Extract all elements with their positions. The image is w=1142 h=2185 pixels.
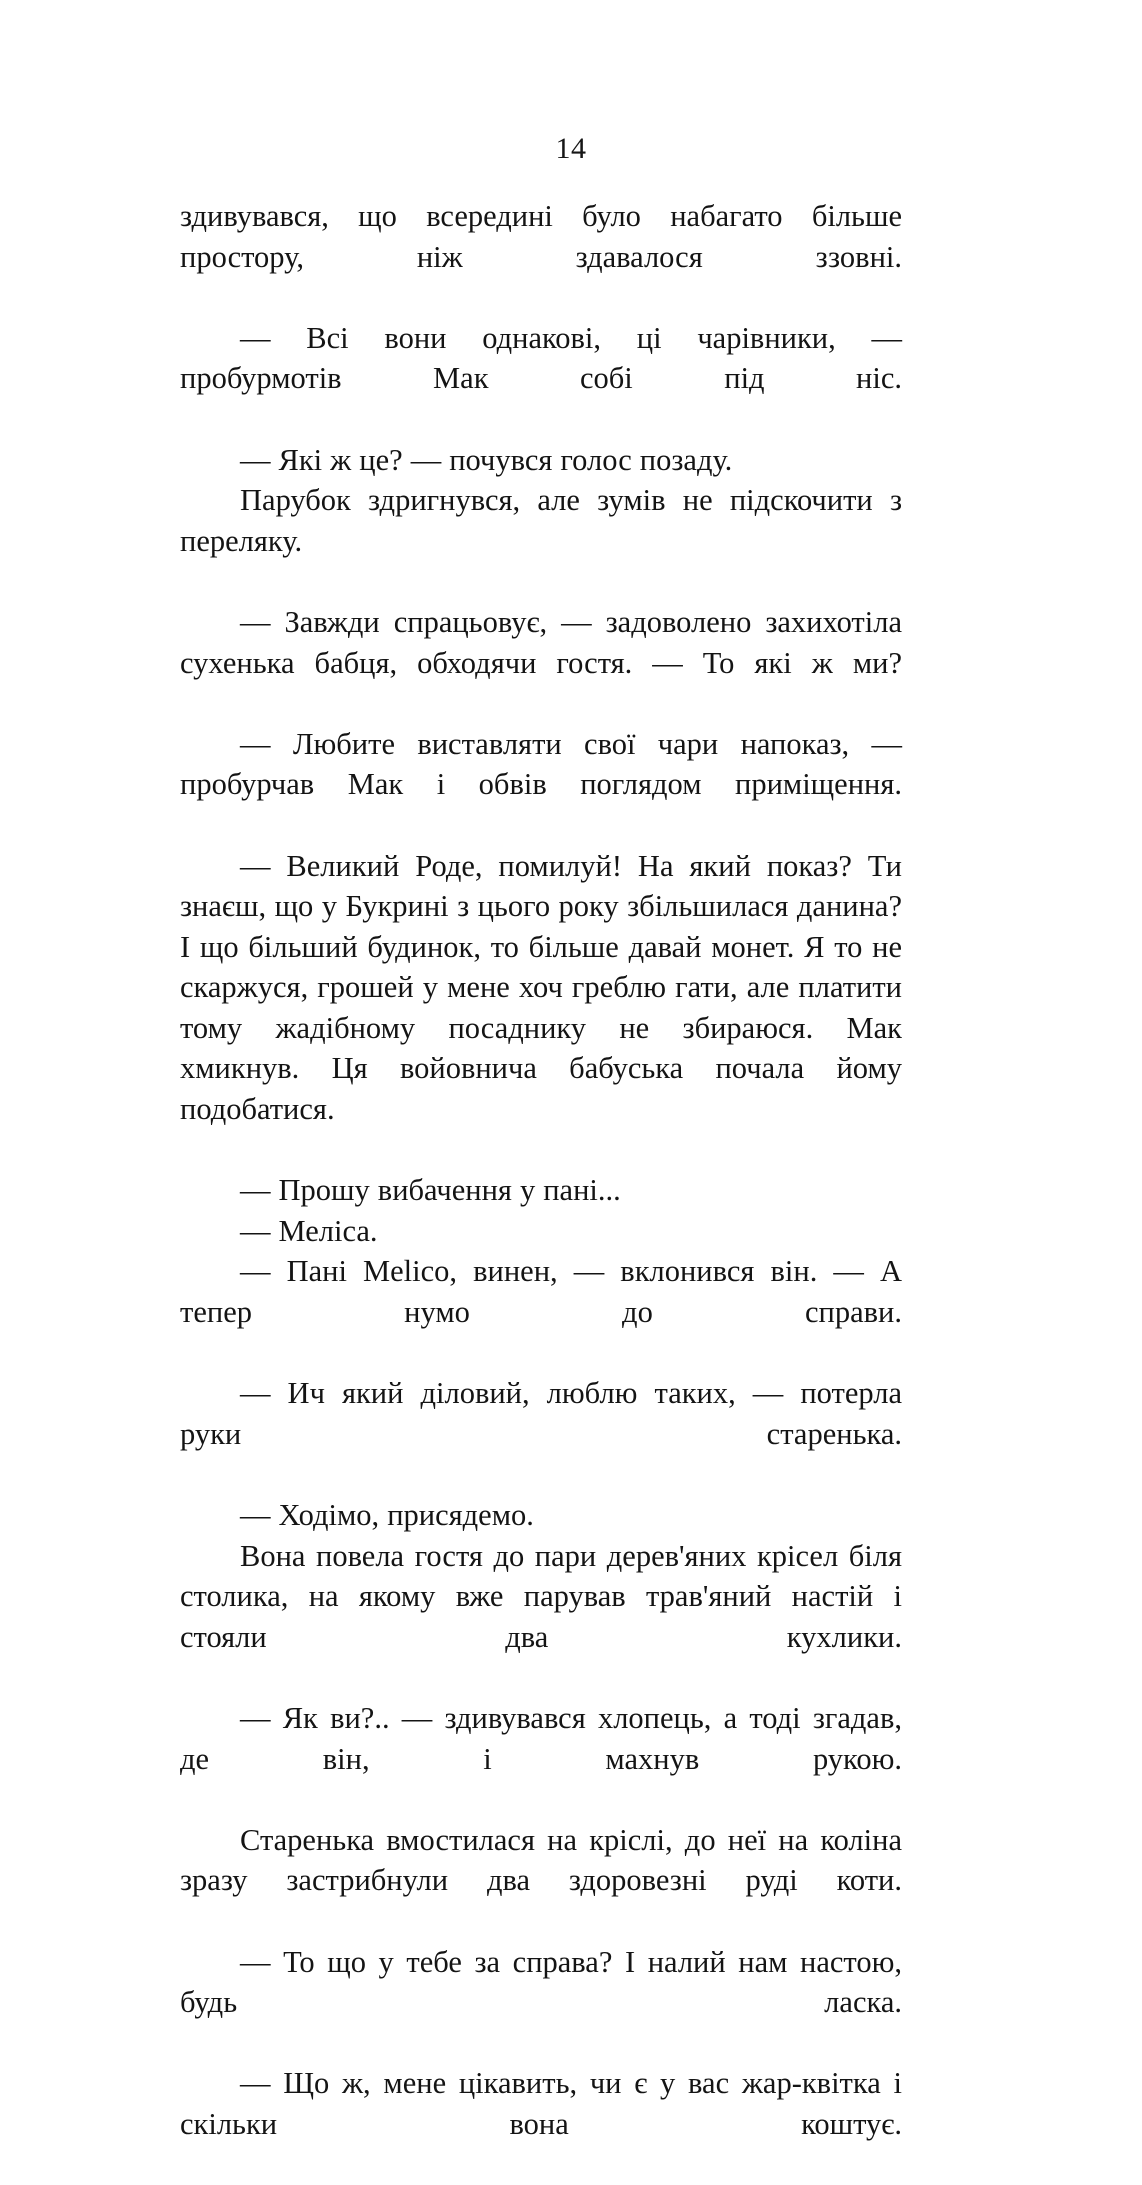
paragraph: — Які ж це? — почувся голос позаду. [240, 442, 733, 477]
paragraph: — Завжди спрацьовує, — задоволено захихотіла сухенька бабця, обходячи гостя. — То які ж ми? [180, 604, 902, 680]
body-text-block [180, 196, 902, 2185]
page-number: 14 [555, 132, 587, 165]
paragraph: Старенька вмостилася на кріслі, до неї на коліна зразу застрибнули два здоровезні руді коти. [180, 1822, 902, 1898]
paragraph: Парубок здригнувся, але зумів не підскочити з переляку. [180, 483, 902, 558]
paragraph: — Всі вони однакові, ці чарівники, — пробурмотів Мак собі під ніс. [180, 320, 902, 396]
paragraph: Вона повела гостя до пари дерев'яних крісел біля столика, на якому вже парував трав'яний настій і стояли два кухлики. [180, 1538, 902, 1654]
paragraph: — Меліса. [240, 1213, 378, 1248]
paragraph: — То що у тебе за справа? І налий нам настою, будь ласка. [180, 1944, 902, 2020]
paragraph: — Любите виставляти свої чари напоказ, — пробурчав Мак і обвів поглядом приміщення. [180, 726, 902, 802]
paragraph: — Пані Melісо, винен, — вклонився він. — А тепер нумо до справи. [180, 1254, 902, 1330]
paragraph: — Великий Роде, помилуй! На який показ? Ти знаєш, що у Букрині з цього року збільшилася данина? І що більший будинок, то більше давай монет. Я то не скаржуся, грошей у мене хоч греблю гати, але платити тому жадібному посаднику не збираюся. Мак хмикнув. Ця войовнича бабуська почала йому подобатися. [180, 848, 902, 1127]
paragraph: — Як ви?.. — здивувався хлопець, а тоді згадав, де він, і махнув рукою. [180, 1700, 902, 1776]
paragraph: — Прошу вибачення у пані... [240, 1173, 621, 1208]
paragraph: — Що ж, мене цікавить, чи є у вас жар-квітка і скільки вона коштує. [180, 2066, 902, 2141]
paragraph: здивувався, що всередині було набагато більше простору, ніж здавалося ззовні. [180, 199, 902, 274]
paragraph: — Ич який діловий, люблю таких, — потерла руки старенька. [180, 1376, 902, 1451]
paragraph: — Ходімо, присядемо. [240, 1498, 534, 1532]
